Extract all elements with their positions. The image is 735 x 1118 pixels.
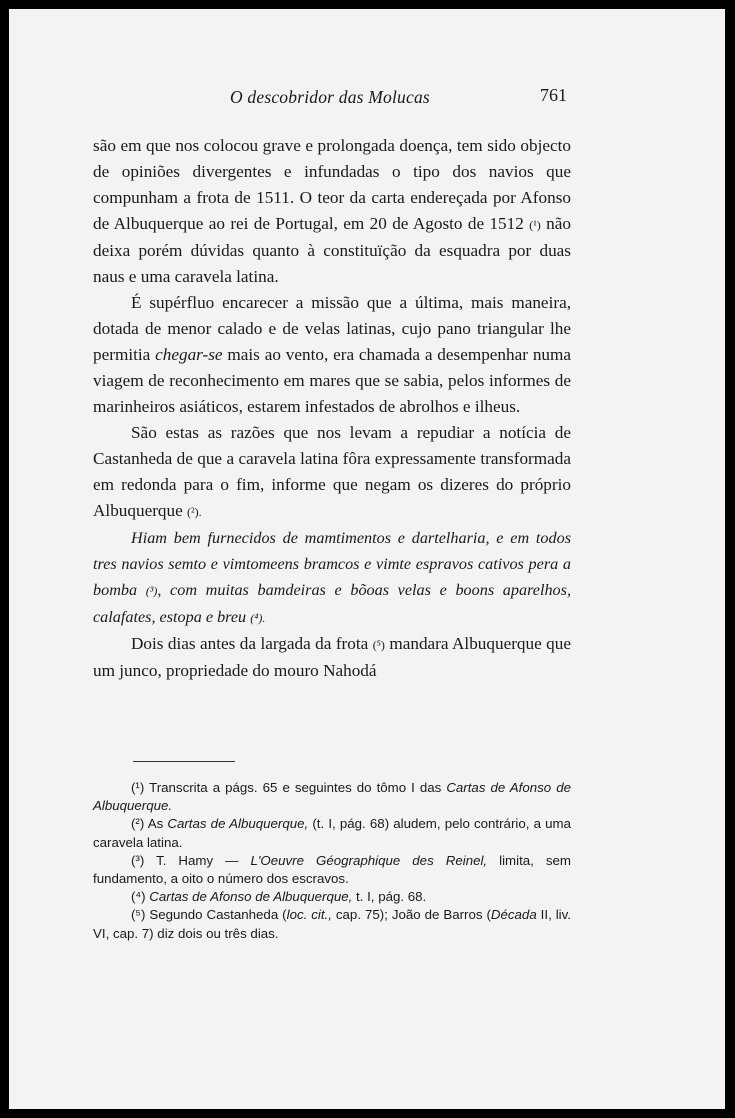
footnote-ref-4: (⁴). xyxy=(250,611,266,625)
footnote-3: (³) T. Hamy — L'Oeuvre Géographique des Reinel, limita, sem fundamento, a oito o número dos escravos. xyxy=(93,852,572,887)
quotation: Hiam bem furnecidos de mamtimentos e dartelharia, e em todos tres navios semto e vimtomeens bramcos e vimte espravos cativos pera a bomba (³), com muitas bamdeiras e bõoas velas e boons aparelhos, calafates, estopa e breu (⁴). xyxy=(93,529,571,626)
footnote-ref-1: (¹) xyxy=(529,218,541,232)
running-title: O descobridor das Molucas xyxy=(230,87,430,107)
running-header xyxy=(9,85,725,109)
paragraph-2: É supérfluo encarecer a missão que a última, mais maneira, dotada de menor calado e de velas latinas, cujo pano triangular lhe permitia chegar-se mais ao vento, era chamada a desempenhar numa viagem de reconhecimento em mares que se sabia, pelos informes de marinheiros asiáticos, estarem infestados de abrolhos e ilheus. xyxy=(93,293,572,416)
footnotes xyxy=(93,779,571,943)
footnote-1: (¹) Transcrita a págs. 65 e seguintes do tômo I das Cartas de Afonso de Albuquerque. xyxy=(93,780,571,814)
footnote-4: (⁴) Cartas de Afonso de Albuquerque, t. I, pág. 68. xyxy=(131,889,427,905)
paragraph-1: são em que nos colocou grave e prolongada doença, tem sido objecto de opiniões divergentes e infundadas o tipo dos navios que compunham a frota de 1511. O teor da carta endereçada por Afonso de Albuquerque ao rei de Portugal, em 20 de Agosto de 1512 (¹) não deixa porém dúvidas quanto à constituïção da esquadra por duas naus e uma caravela latina. xyxy=(93,136,571,286)
footnote-ref-3: (³) xyxy=(145,584,158,598)
body-text xyxy=(93,133,571,684)
footnote-5: (⁵) Segundo Castanheda (loc. cit., cap. 75); João de Barros (Década II, liv. VI, cap. 7) diz dois ou três dias. xyxy=(93,907,571,941)
paragraph-3: São estas as razões que nos levam a repudiar a notícia de Castanheda de que a caravela latina fôra expressamente transformada em redonda para o fim, informe que negam os dizeres do próprio Albuquerque (²). xyxy=(93,423,571,520)
page-number: 761 xyxy=(540,85,567,105)
paragraph-5: Dois dias antes da largada da frota (⁵) mandara Albuquerque que um junco, propriedade do mouro Nahodá xyxy=(93,634,571,680)
footnote-ref-5: (⁵) xyxy=(372,638,385,652)
footnote-ref-2: (²). xyxy=(187,505,202,519)
footnote-2: (²) As Cartas de Albuquerque, (t. I, pág. 68) aludem, pelo contrário, a uma caravela latina. xyxy=(93,816,571,850)
footnote-divider xyxy=(133,761,235,762)
page xyxy=(9,9,725,1109)
